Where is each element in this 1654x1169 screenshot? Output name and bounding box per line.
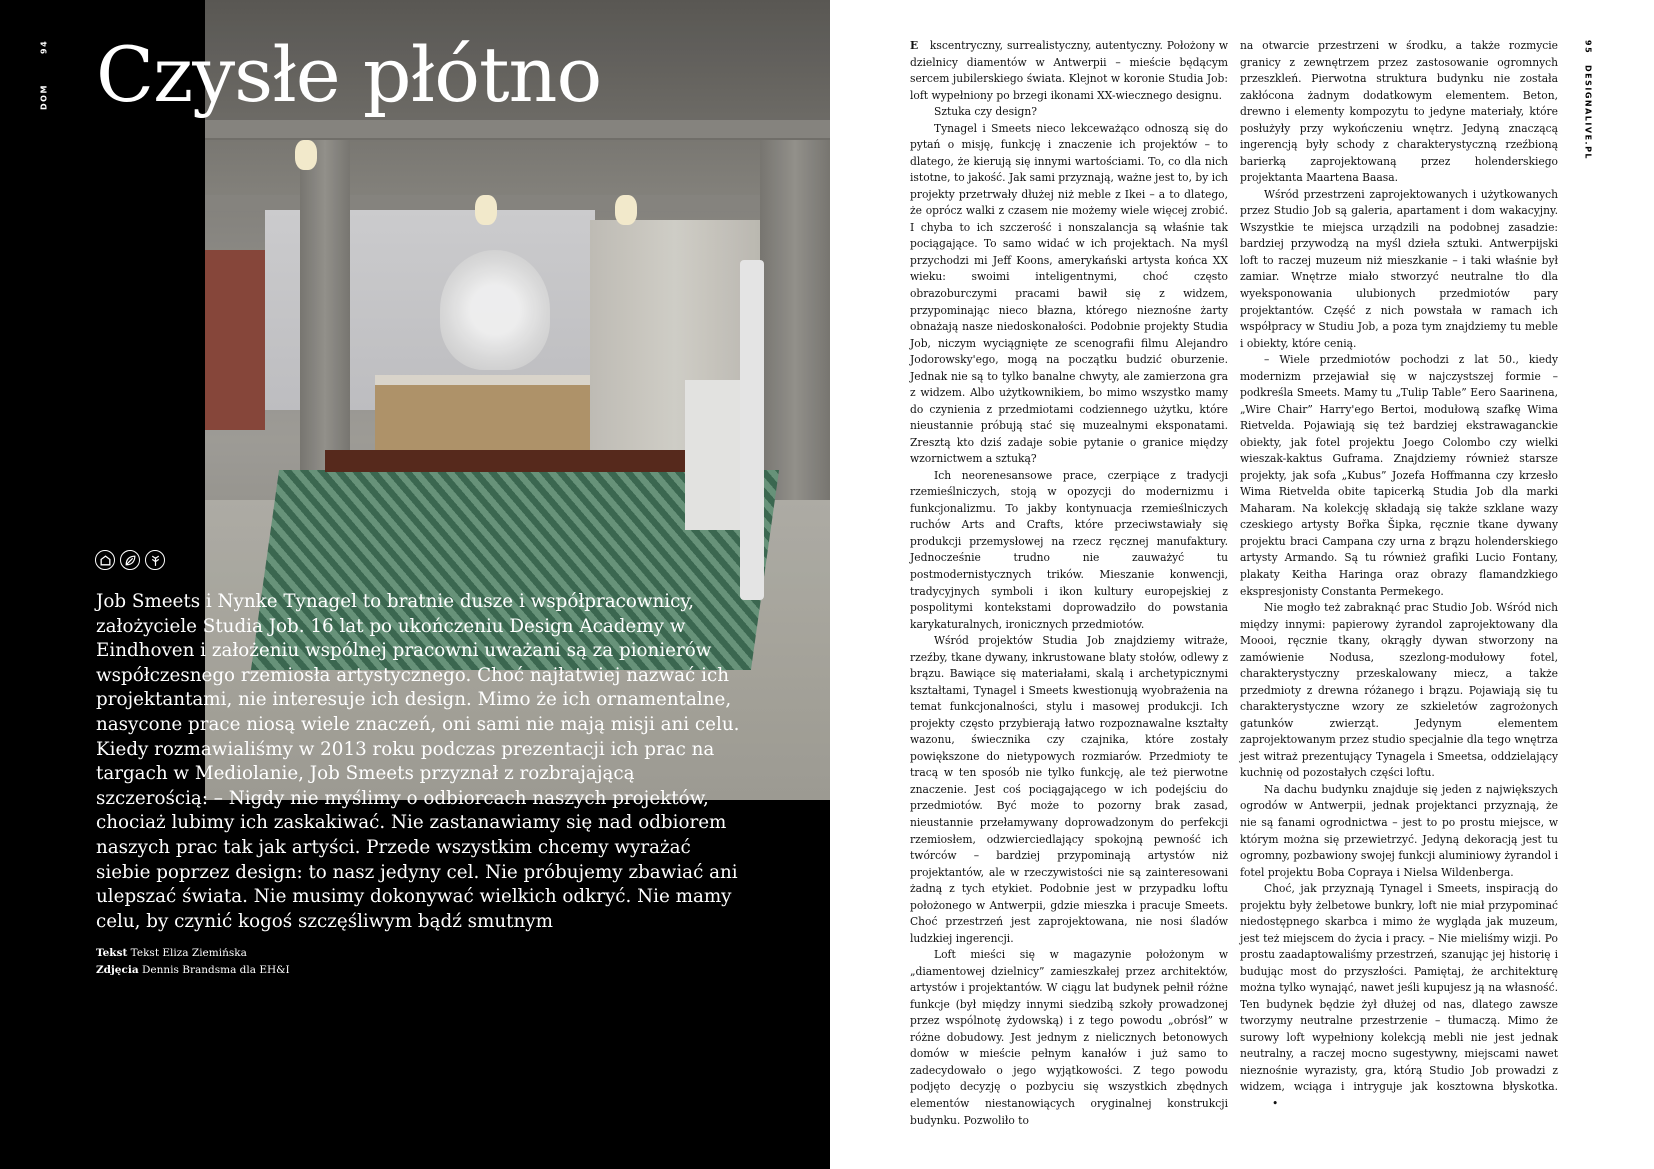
paragraph-text: kscentryczny, surrealistyczny, autentyczny. Położony w dzielnicy diamentów w Antwerpii – mieście będącym sercem jubilerskiego świata. Klejnot w koronie Studia Job: loft wypełniony po brzegi ikonami XX-wiecznego designu. bbox=[910, 39, 1228, 102]
photo-credit-value: Dennis Brandsma dla EH&I bbox=[142, 964, 290, 976]
paragraph: Loft mieści się w magazynie położonym w „diamentowej dzielnicy” zamieszkałej przez architektów, artystów i projektantów. W ciągu lat budynek pełnił różne funkcje (był między innymi siedzibą szkoły prowadzonej przez wspólnotę żydowską) i z tego powodu „obrósł” w różne dobudowy. Jest jednym z nielicznych betonowych domów w mieście pełnym kanałów i już samo to zadecydowało o jego wyjątkowości. Z tego powodu podjęto decyzję o pozbyciu się wszystkich zbędnych elementów niestanowiących oryginalnej konstrukcji budynku. Pozwoliło to bbox=[910, 948, 1228, 1127]
text-credit-value: Tekst Eliza Ziemińska bbox=[130, 947, 247, 959]
lead-paragraph bbox=[96, 590, 746, 934]
paragraph: na otwarcie przestrzeni w środku, a także rozmycie granicy z zewnętrzem przez zastosowanie ogromnych przeszkleń. Pierwotna struktura budynku nie została zakłócona żadnym dodatkowym elementem. Beton, drewno i elementy kompozytu to jedyne materiały, które posłużyły przy wykończeniu wnętrz. Jedyną znaczącą ingerencją były schody z charakterystyczną rzeźbioną barierką zaprojektowaną przez holenderskiego projektanta Maartena Baasa. bbox=[1240, 39, 1558, 185]
article-title: Czysłe płótno bbox=[96, 30, 602, 119]
paragraph: Nie mogło też zabraknąć prac Studio Job. Wśród nich między innymi: papierowy żyrandol zaprojektowany dla Moooi, ręcznie tkany, okrągły dywan stworzony na zamówienie Nodusa, szezlong-modułowy fotel, charakterystyczny przeskalowany miecz, a także przedmioty z drewna różanego i brązu. Pojawiają się tu charakterystyczne wzory ze szkieletów zagrożonych gatunków zwierząt. Jedynym elementem zaprojektowanym przez studio specjalnie dla tego wnętrza jest witraż prezentujący Tynagela i Smeetsa, oddzielający kuchnię od pozostałych części loftu. bbox=[1240, 601, 1558, 780]
drop-letter: E bbox=[910, 39, 919, 52]
lead-text: Job Smeets i Nynke Tynagel to bratnie dusze i współpracownicy, założyciele Studia Job. 16 lat po ukończeniu Design Academy w Eindhoven i założeniu wspólnej pracowni uważani są za pionierów współczesnego rzemiosła artystycznego. Choć najłatwiej nazwać ich projektantami, nie interesuje ich design. Mimo że ich ornamentalne, nasycone prace niosą wiele znaczeń, oni sami nie mają misji ani celu. Kiedy rozmawialiśmy w 2013 roku podczas prezentacji ich prac na targach w Mediolanie, Job Smeets przyznał z rozbrajającą szczerością: – Nigdy nie myślimy o odbiorcach naszych projektów, chociaż lubimy ich zaskakiwać. Nie zastanawiamy się nad odbiorem naszych prac tak jak artyści. Przede wszystkim chcemy wyrażać siebie poprzez design: to nasz jedyny cel. Nie próbujemy zbawiać ani ulepszać świata. Nie musimy dokonywać wielkich odkryć. Nie mamy celu, by czynić kogoś szczęśliwym bądź smutnym bbox=[96, 591, 740, 932]
text-credit bbox=[96, 945, 290, 962]
text-credit-label: Tekst bbox=[96, 947, 128, 959]
folio-page-number: 94 bbox=[39, 40, 49, 55]
folio-section: DOM bbox=[39, 84, 49, 110]
dwelling-icon bbox=[95, 550, 115, 570]
photo-credit-label: Zdjęcia bbox=[96, 964, 139, 976]
photo-credit bbox=[96, 962, 290, 979]
article-column-1 bbox=[910, 38, 1228, 1129]
paragraph bbox=[1240, 881, 1558, 1112]
paragraph bbox=[910, 38, 1228, 104]
wheat-icon bbox=[145, 550, 165, 570]
folio-right bbox=[1578, 40, 1598, 160]
folio-left bbox=[34, 40, 54, 110]
folio-site: DESIGNALIVE.PL bbox=[1583, 64, 1593, 160]
paragraph-text: Choć, jak przyznają Tynagel i Smeets, inspiracją do projektu były żelbetowe bunkry, loft nie miał przypominać niedostępnego skarbca i mimo że wygląda jak muzeum, jest też miejscem do życia i pracy. – Nie mieliśmy wizji. Po prostu zaadaptowaliśmy przestrzeń, szanując jej historię i budując most do przyszłości. Pamiętaj, że architekturę można tylko wynająć, nawet jeśli kupujesz ją na własność. Ten budynek będzie żył dłużej od nas, dlatego zawsze tworzymy neutralne przestrzenie – tłumaczą. Mimo że surowy loft wypełniony kolekcją mebli nie jest jednak neutralny, a raczej mocno sugestywny, miejscami nawet nieznośnie wyrazisty, gra, którą Studio Job prowadzi z widzem, wciąga i intryguje jak kosztowna błyskotka. bbox=[1240, 882, 1558, 1094]
leaf-icon bbox=[120, 550, 140, 570]
paragraph: – Wiele przedmiotów pochodzi z lat 50., kiedy modernizm przejawiał się w najczystszej formie – podkreśla Smeets. Mamy tu „Tulip Table” Eero Saarinena, „Wire Chair” Harry'ego Bertoi, modułową szafkę Wima Rietvelda. Pojawiają się też bardziej ekstrawaganckie obiekty, jak fotel projektu Joego Colombo czy wielki wieszak-kaktus Guframa. Znajdziemy również starsze projekty, jak sofa „Kubus” Jozefa Hoffmanna czy krzesło Wima Rietvelda obite tapicerką Studia Job dla marki Maharam. Na kolekcję składają się także szklane wazy czeskiego artysty Bořka Šipka, ręcznie tkane dywany projektu braci Campana czy urna z brązu holenderskiego artysty Armando. Są tu również grafiki Lucio Fontany, plakaty Keitha Haringa oraz obrazy flamandzkiego ekspresjonisty Constanta Permekego. bbox=[1240, 353, 1558, 598]
paragraph: Na dachu budynku znajduje się jeden z największych ogrodów w Antwerpii, jednak projektanci przyznają, że nie są fanami ogrodnictwa – jest to po prostu miejsce, w którym można się przewietrzyć. Jedyną dekoracją jest tu ogromny, pozbawiony swojej funkcji aluminiowy żyrandol i fotel projektu Boba Copraya i Nielsa Wildenberga. bbox=[1240, 782, 1558, 879]
category-icons bbox=[95, 550, 165, 570]
paragraph: Wśród przestrzeni zaprojektowanych i użytkowanych przez Studio Job są galeria, apartament i dom wakacyjny. Wszystkie te miejsca urządzili na podobnej zasadzie: bardziej przywodzą na myśl dzieła sztuki. Antwerpijski loft to raczej muzeum niż mieszkanie – i taki właśnie był zamiar. Wnętrze miało stworzyć neutralne tło dla wyeksponowania ulubionych przedmiotów pary projektantów. Część z nich powstała w ramach ich współpracy w Studiu Job, a poza tym znajdziemy tu meble i obiekty, które cenią. bbox=[1240, 187, 1558, 350]
paragraph: Wśród projektów Studia Job znajdziemy witraże, rzeźby, tkane dywany, inkrustowane blaty stołów, odlewy z brązu. Bawiące się materiałami, skalą i archetypicznymi kształtami, Tynagel i Smeets kwestionują wyobrażenia na temat funkcjonalności, stylu i masowej produkcji. Ich projekty często przybierają łatwo rozpoznawalne kształty wazonu, świecznika czy czajnika, które zostały powiększone do nietypowych rozmiarów. Przedmioty te tracą w ten sposób nie tylko funkcję, ale też pierwotne znaczenie. Jest coś pociągającego w ich podejściu do przedmiotów. Być może to pozorny brak zasad, nieustannie przełamywany doprowadzonym do perfekcji rzemiosłem, odzwierciedlający spokojną pewność ich twórców – bardziej przypominają artystów niż projektantów, ale w rzeczywistości nie są zainteresowani żadną z tych etykiet. Podobnie jest w przypadku loftu położonego w Antwerpii, gdzie mieszka i pracuje Smeets. Choć przestrzeń jest zaprojektowana, nie nosi śladów ludzkiej ingerencji. bbox=[910, 634, 1228, 945]
credits bbox=[96, 945, 290, 979]
paragraph: Ich neorenesansowe prace, czerpiące z tradycji rzemieślniczych, stoją w opozycji do modernizmu i funkcjonalizmu. To jakby kontynuacja rzemieślniczych ruchów Arts and Crafts, które przeciwstawiały się produkcji przemysłowej na rzecz ręcznej manufaktury. Jednocześnie trudno nie zauważyć tu postmodernistycznych trików. Mieszanie konwencji, tradycyjnych symboli i ikon kultury europejskiej z pospolitymi kontekstami doprowadziło do powstania karykaturalnych, ironicznych przedmiotów. bbox=[910, 468, 1228, 631]
folio-page-number: 95 bbox=[1583, 40, 1593, 55]
subheading: Sztuka czy design? bbox=[934, 105, 1037, 119]
end-mark: • bbox=[1272, 1097, 1279, 1110]
paragraph: Tynagel i Smeets nieco lekceważąco odnoszą się do pytań o misję, funkcję i znaczenie ich projektów – to dlatego, że kierują się innymi wartościami. To, co dla nich istotne, to jakość. Jak sami przyznają, ważne jest to, by ich projekty przetrwały dłużej niż meble z Ikei – a to dlatego, że oprócz walki z czasem nie możemy wiele więcej zrobić. I chyba to ich szczerość i nonszalancja są właśnie tak pociągające. To samo widać w ich projektach. Na myśl przychodzi mi Jeff Koons, amerykański artysta końca XX wieku: swoimi inteligentnymi, choć często obrazoburczymi pracami bawił się z widzem, przypominając nieco błazna, którego nieznośne żarty obnażają nasze niedoskonałości. Podobnie projekty Studia Job, niczym wyciągnięte ze scenografii filmu Alejandro Jodorowsky'ego, mogą na początku budzić oburzenie. Jednak nie są to tylko banalne chwyty, ale zamierzona gra z widzem. Albo użytkownikiem, bo mimo wszystko mamy do czynienia z przedmiotami codziennego użytku, które nieustannie próbują stać się muzealnymi eksponatami. Zresztą kto dziś zadaje sobie pytanie o granice między wzornictwem a sztuką? bbox=[910, 121, 1228, 466]
article-column-2 bbox=[1240, 38, 1558, 1113]
